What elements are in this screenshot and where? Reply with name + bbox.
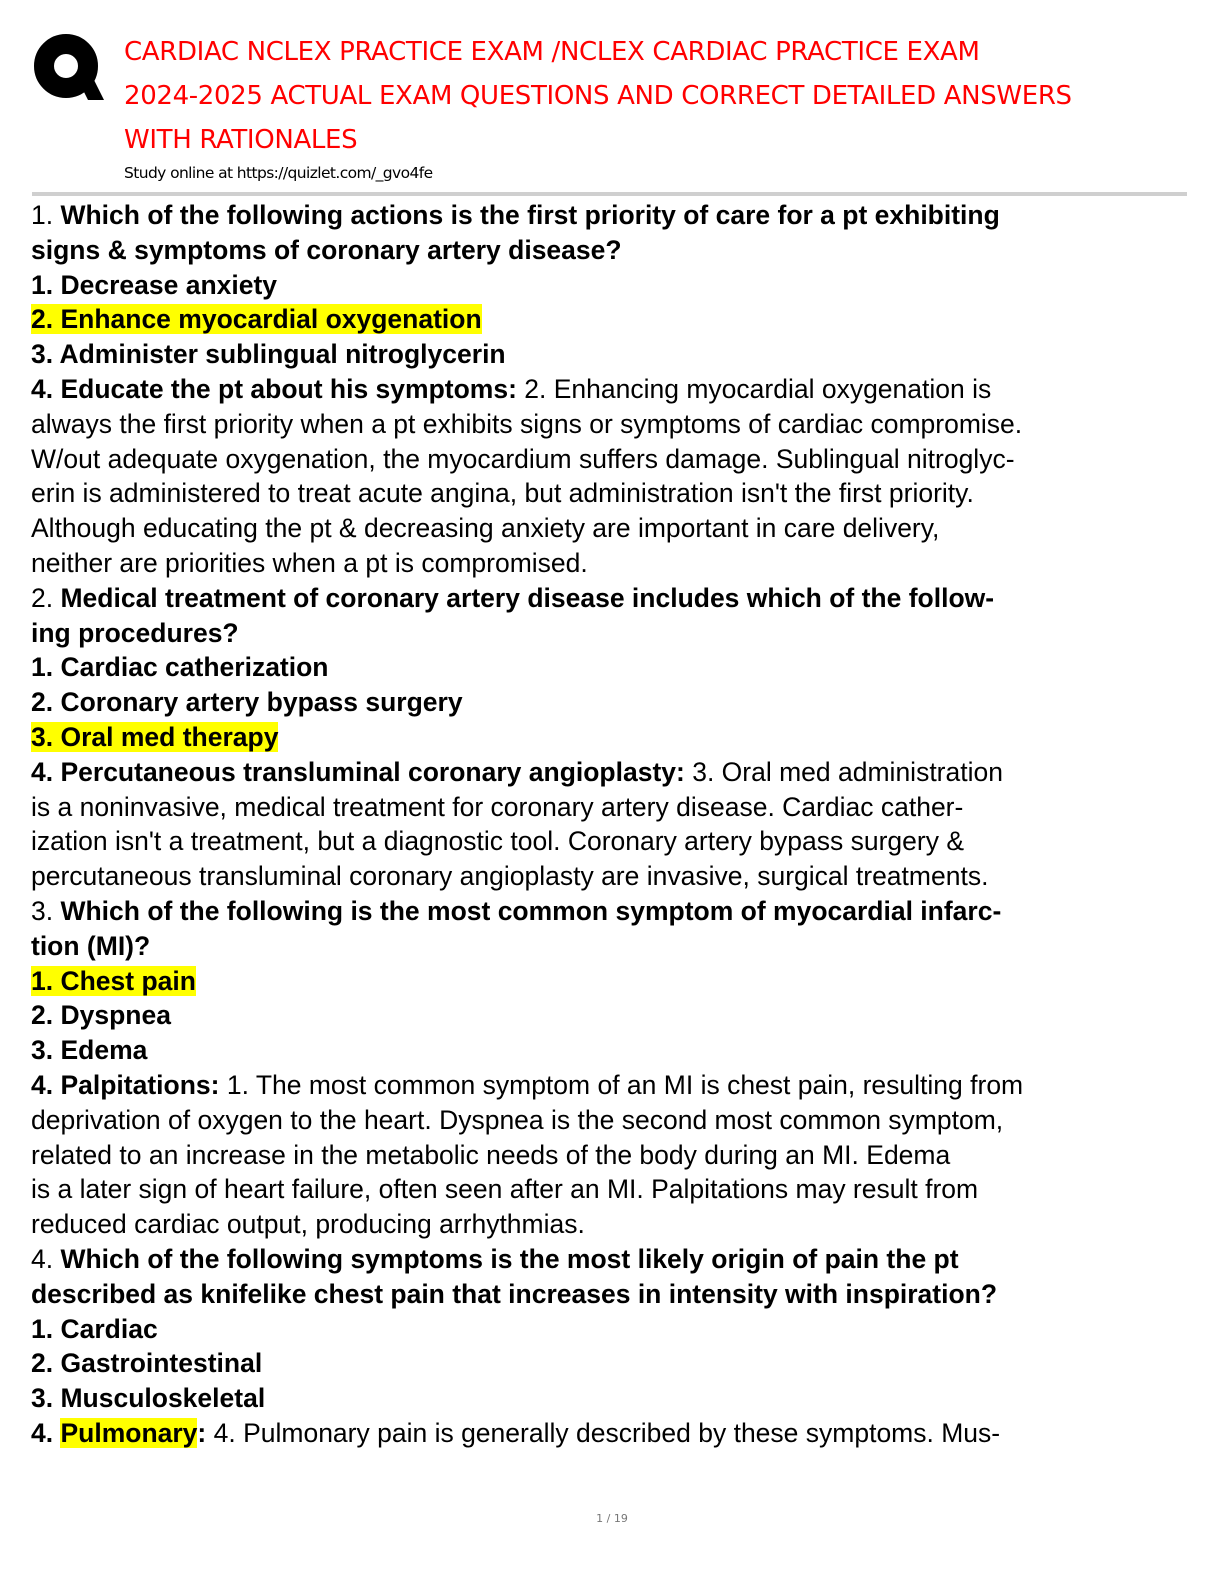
answer-option-with-rationale (31, 1068, 1201, 1103)
question-3-prompt (31, 894, 1201, 929)
rationale-text: percutaneous transluminal coronary angioplasty are invasive, surgical treatments. (31, 861, 989, 892)
question-number: 3. (31, 895, 54, 926)
rationale-text: Although educating the pt & decreasing anxiety are important in care delivery, (31, 513, 940, 544)
rationale-text: 4. Pulmonary pain is generally described by these symptoms. Mus- (206, 1417, 1001, 1448)
question-4-prompt (31, 1242, 1201, 1277)
answer-option: 2. Coronary artery bypass surgery (31, 687, 463, 718)
answer-option-with-rationale (31, 372, 1201, 407)
answer-highlight: 1. Chest pain (31, 965, 196, 996)
answer-option-with-rationale (31, 755, 1201, 790)
rationale-text: reduced cardiac output, producing arrhythmias. (31, 1209, 585, 1240)
question-text: ing procedures? (31, 617, 239, 648)
title-line-3: WITH RATIONALES (124, 125, 358, 155)
answer-option: 3. Musculoskeletal (31, 1383, 266, 1414)
rationale-text: is a noninvasive, medical treatment for coronary artery disease. Cardiac cather- (31, 791, 964, 822)
rationale-text: 2. Enhancing myocardial oxygenation is (516, 373, 992, 404)
question-list (31, 198, 1201, 1451)
question-text: tion (MI)? (31, 930, 151, 961)
rationale-text: deprivation of oxygen to the heart. Dyspnea is the second most common symptom, (31, 1104, 1004, 1135)
question-number: 4. (31, 1243, 54, 1274)
title-line-1: CARDIAC NCLEX PRACTICE EXAM /NCLEX CARDIAC PRACTICE EXAM (124, 37, 980, 67)
title-line-2: 2024-2025 ACTUAL EXAM QUESTIONS AND CORRECT DETAILED ANSWERS (124, 81, 1072, 111)
rationale-text: neither are priorities when a pt is compromised. (31, 547, 588, 578)
rationale-text: always the first priority when a pt exhibits signs or symptoms of cardiac compromise. (31, 408, 1023, 439)
question-1-prompt (31, 198, 1201, 233)
rationale-text: ization isn't a treatment, but a diagnostic tool. Coronary artery bypass surgery & (31, 826, 965, 857)
page-number: 1 / 19 (596, 1512, 628, 1525)
answer-option: 1. Decrease anxiety (31, 269, 278, 300)
rationale-text: is a later sign of heart failure, often seen after an MI. Palpitations may result from (31, 1174, 979, 1205)
option-colon: : (197, 1417, 207, 1448)
answer-option-number: 4. (31, 1417, 61, 1448)
answer-option: 3. Administer sublingual nitroglycerin (31, 339, 506, 370)
header-divider (32, 192, 1187, 196)
answer-highlight: Pulmonary (60, 1417, 198, 1448)
question-number: 2. (31, 582, 54, 613)
answer-option: 1. Cardiac (31, 1313, 158, 1344)
answer-option: 3. Edema (31, 1035, 148, 1066)
question-number: 1. (31, 200, 54, 230)
rationale-text: 3. Oral med administration (684, 756, 1003, 787)
question-2-prompt (31, 581, 1201, 616)
answer-highlight: 3. Oral med therapy (31, 721, 279, 752)
answer-option-with-rationale (31, 1416, 1201, 1451)
answer-option: 2. Dyspnea (31, 1000, 171, 1031)
answer-option: 4. Palpitations: (31, 1069, 220, 1100)
question-text: described as knifelike chest pain that increases in intensity with inspiration? (31, 1278, 998, 1309)
correct-answer-option (31, 302, 1201, 337)
rationale-text: erin is administered to treat acute angina, but administration isn't the first priority. (31, 478, 974, 509)
rationale-text: W/out adequate oxygenation, the myocardium suffers damage. Sublingual nitroglyc- (31, 443, 1015, 474)
document-title (124, 30, 1214, 162)
correct-answer-option (31, 964, 1201, 999)
question-text: Which of the following is the most common symptom of myocardial infarc- (53, 895, 1002, 926)
question-text: Which of the following symptoms is the most likely origin of pain the pt (53, 1243, 959, 1274)
answer-option: 1. Cardiac catherization (31, 652, 329, 683)
study-online-link[interactable]: Study online at https://quizlet.com/_gvo4fe (124, 164, 433, 182)
quizlet-q-icon (32, 30, 104, 106)
answer-option: 4. Percutaneous transluminal coronary angioplasty: (31, 756, 685, 787)
rationale-text: 1. The most common symptom of an MI is chest pain, resulting from (219, 1069, 1024, 1100)
question-text: Medical treatment of coronary artery disease includes which of the follow- (53, 582, 995, 613)
question-text: Which of the following actions is the first priority of care for a pt exhibiting (53, 200, 1000, 230)
answer-option: 4. Educate the pt about his symptoms: (31, 373, 517, 404)
rationale-text: related to an increase in the metabolic needs of the body during an MI. Edema (31, 1139, 951, 1170)
answer-highlight: 2. Enhance myocardial oxygenation (31, 304, 482, 335)
question-text: signs & symptoms of coronary artery disease? (31, 234, 622, 265)
answer-option: 2. Gastrointestinal (31, 1348, 263, 1379)
correct-answer-option (31, 720, 1201, 755)
